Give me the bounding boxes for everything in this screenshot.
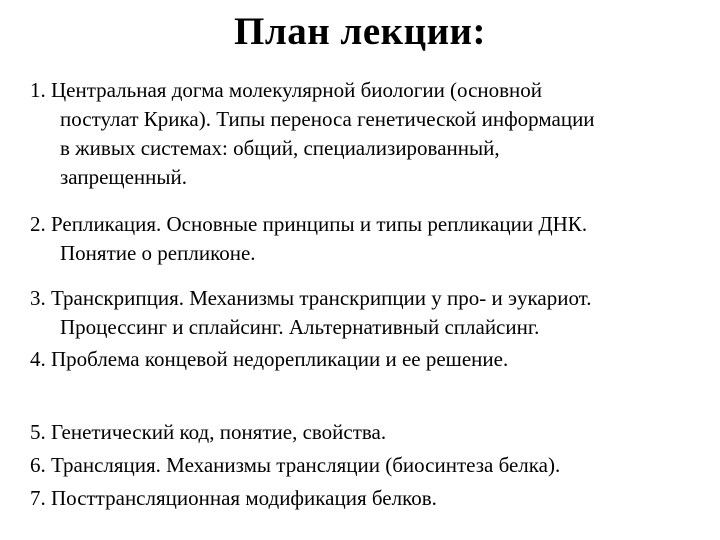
outline-item-3-line-1: 3. Транскрипция. Механизмы транскрипции у про- и эукариот. bbox=[30, 286, 592, 310]
outline-item-2 bbox=[30, 210, 587, 268]
outline-item-1-line-4: запрещенный. bbox=[60, 165, 187, 189]
outline-item-3-line-2: Процессинг и сплайсинг. Альтернативный сплайсинг. bbox=[60, 315, 540, 339]
outline-item-1-line-2: постулат Крика). Типы переноса генетической информации bbox=[60, 107, 595, 131]
outline-item-7 bbox=[30, 484, 437, 513]
outline-item-6-line-1: 6. Трансляция. Механизмы трансляции (биосинтеза белка). bbox=[30, 453, 561, 477]
slide-title: План лекции: bbox=[234, 10, 486, 53]
outline-item-5 bbox=[30, 418, 386, 447]
outline-item-2-line-2: Понятие о репликоне. bbox=[60, 241, 256, 265]
outline-item-1-line-1: 1. Центральная догма молекулярной биологии (основной bbox=[30, 78, 543, 102]
outline-item-6 bbox=[30, 451, 560, 480]
outline-item-7-line-1: 7. Посттрансляционная модификация белков. bbox=[30, 486, 437, 510]
outline-item-5-line-1: 5. Генетический код, понятие, свойства. bbox=[30, 420, 387, 444]
outline-item-1 bbox=[30, 76, 595, 192]
outline-item-4-line-1: 4. Проблема концевой недорепликации и ее решение. bbox=[30, 347, 509, 371]
outline-item-4 bbox=[30, 345, 508, 374]
outline-item-2-line-1: 2. Репликация. Основные принципы и типы репликации ДНК. bbox=[30, 212, 588, 236]
outline-item-3 bbox=[30, 284, 592, 342]
outline-item-1-line-3: в живых системах: общий, специализированный, bbox=[60, 136, 500, 160]
